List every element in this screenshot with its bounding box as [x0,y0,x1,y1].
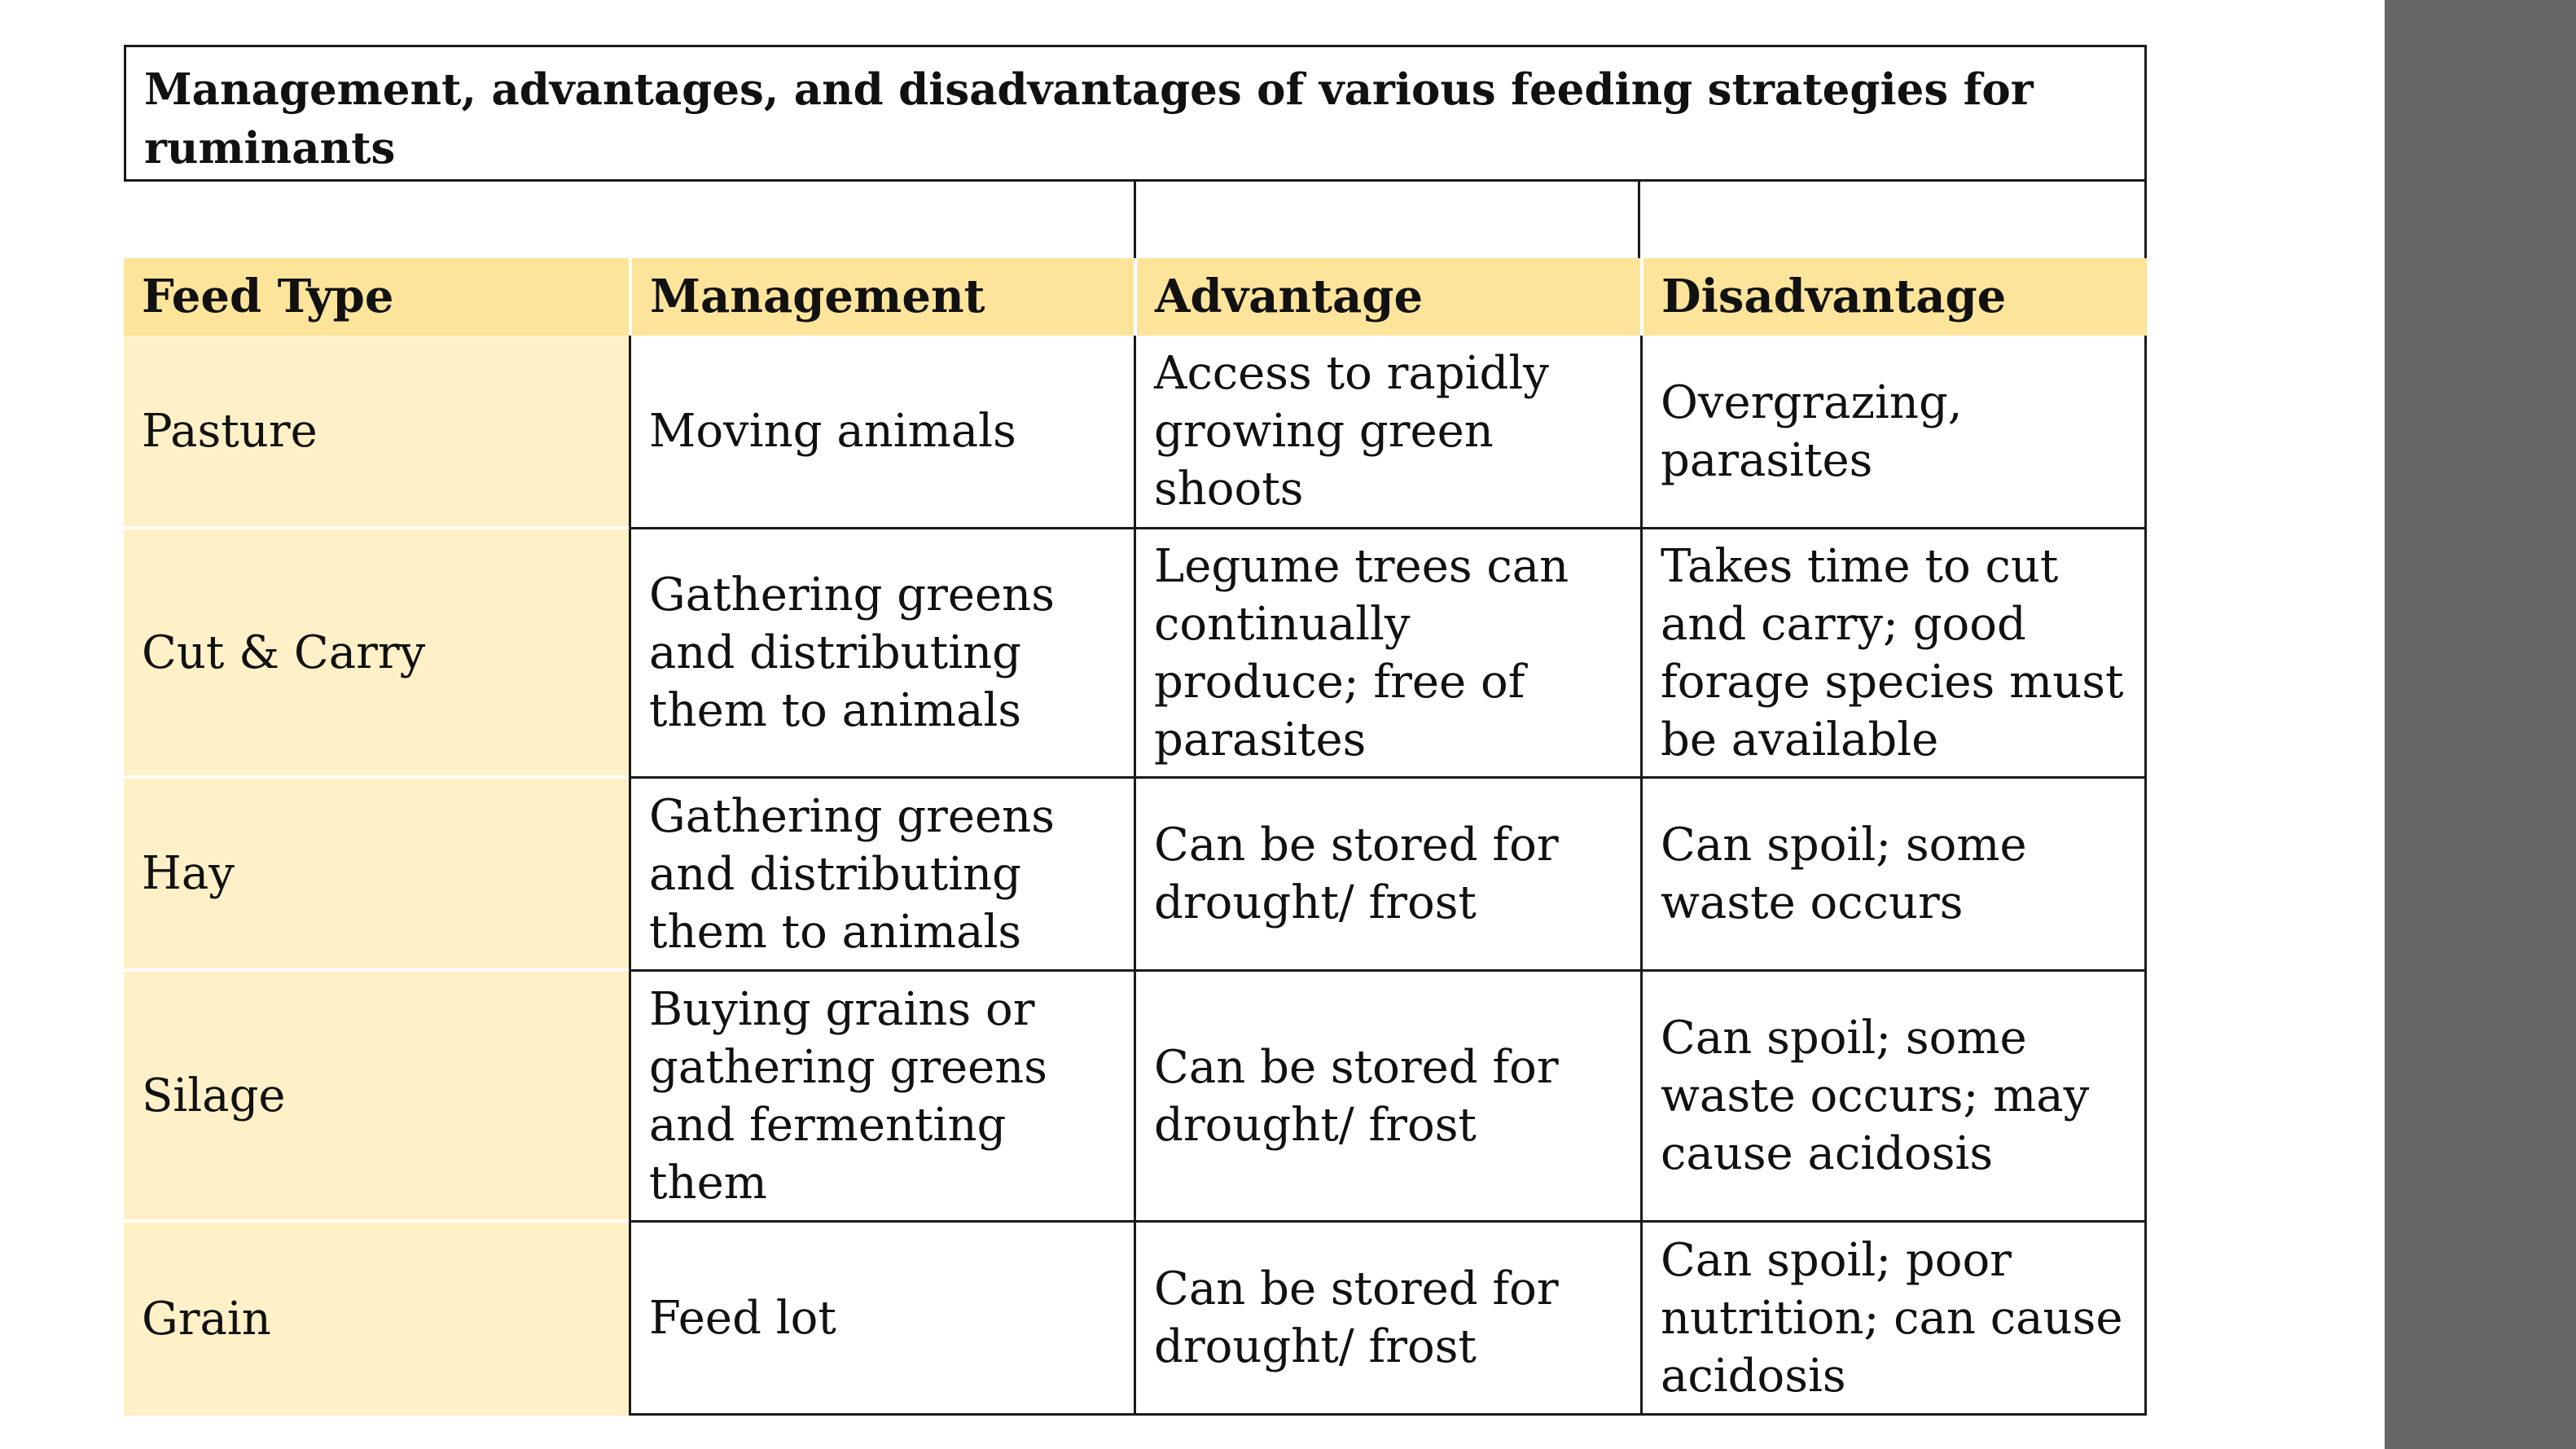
header-advantage: Advantage [1134,258,1640,336]
management-cell: Gathering greens and distributing them to animals [629,529,1134,779]
feed-type-cell: Pasture [124,336,629,529]
advantage-cell: Legume trees can continually produce; free of parasites [1134,529,1640,779]
disadvantage-cell: Can spoil; some waste occurs [1640,779,2147,972]
management-cell: Moving animals [629,336,1134,529]
feed-type-cell: Silage [124,972,629,1223]
header-management: Management [629,258,1134,336]
table-row [124,336,2147,529]
disadvantage-cell: Can spoil; poor nutrition; can cause acidosis [1640,1223,2147,1416]
empty-cell-advantage [1134,182,1640,258]
empty-cell-disadvantage [1640,182,2147,258]
table-header-row [124,258,2147,336]
advantage-cell: Can be stored for drought/ frost [1134,779,1640,972]
management-cell: Feed lot [629,1223,1134,1416]
feed-type-cell: Cut & Carry [124,529,629,779]
table-row [124,529,2147,779]
slide-sidebar-bar [2385,0,2576,1449]
feed-type-cell: Grain [124,1223,629,1416]
feed-type-cell: Hay [124,779,629,972]
header-disadvantage: Disadvantage [1640,258,2147,336]
disadvantage-cell: Overgrazing, parasites [1640,336,2147,529]
disadvantage-cell: Takes time to cut and carry; good forage species must be available [1640,529,2147,779]
advantage-cell: Access to rapidly growing green shoots [1134,336,1640,529]
table-title-text: Management, advantages, and disadvantages of various feeding strategies for ruminants [144,64,2034,173]
table-row [124,972,2147,1223]
disadvantage-cell: Can spoil; some waste occurs; may cause acidosis [1640,972,2147,1223]
advantage-cell: Can be stored for drought/ frost [1134,1223,1640,1416]
empty-header-cells [1134,182,2147,258]
table-row [124,779,2147,972]
management-cell: Gathering greens and distributing them to animals [629,779,1134,972]
management-cell: Buying grains or gathering greens and fermenting them [629,972,1134,1223]
feeding-strategies-table [124,258,2147,1416]
advantage-cell: Can be stored for drought/ frost [1134,972,1640,1223]
table-row [124,1223,2147,1416]
header-feed-type: Feed Type [124,258,629,336]
table-title [124,45,2147,182]
